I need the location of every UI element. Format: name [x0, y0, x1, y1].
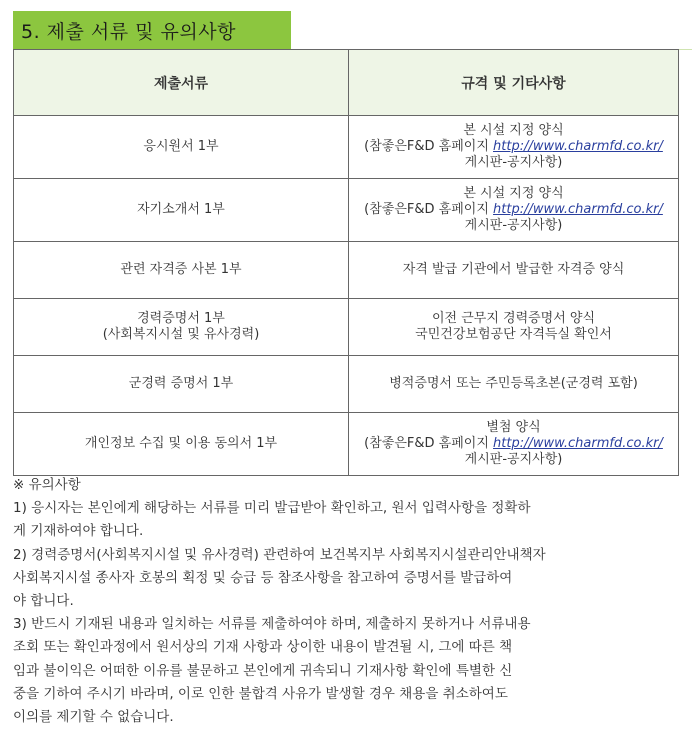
spec-line	[349, 139, 678, 155]
spec-line: 이전 근무지 경력증명서 양식	[431, 311, 596, 326]
document-note: (사회복지시설 및 유사경력)	[102, 327, 260, 342]
homepage-link[interactable]: http://www.charmfd.co.kr/	[493, 436, 663, 451]
homepage-link[interactable]: http://www.charmfd.co.kr/	[493, 139, 663, 154]
table-row	[14, 356, 679, 413]
document-name: 자기소개서 1부	[137, 202, 225, 217]
spec-line: 게시판-공지사항)	[464, 155, 563, 170]
spec-line: 본 시설 지정 양식	[463, 186, 564, 201]
spec-prefix: (참좋은F&D 홈페이지	[364, 202, 494, 217]
spec-line	[349, 202, 678, 218]
spec-prefix: (참좋은F&D 홈페이지	[364, 436, 494, 451]
documents-table	[13, 49, 679, 476]
spec-cell	[349, 356, 679, 413]
notes-line: 3) 반드시 기재된 내용과 일치하는 서류를 제출하여야 하며, 제출하지 못하거나 서류내용	[13, 616, 531, 633]
document-cell	[14, 116, 349, 179]
spec-prefix: (참좋은F&D 홈페이지	[364, 139, 494, 154]
table-header-row	[14, 50, 679, 116]
spec-line: 국민건강보험공단 자격득실 확인서	[415, 327, 612, 342]
spec-line: 게시판-공지사항)	[464, 452, 563, 467]
notes-line: 게 기재하여야 합니다.	[13, 523, 144, 540]
spec-line: 본 시설 지정 양식	[463, 123, 564, 138]
table-row	[14, 242, 679, 299]
spec-cell	[349, 413, 679, 476]
spec-line: 게시판-공지사항)	[464, 218, 563, 233]
notes-line: 임과 불이익은 어떠한 이유를 불문하고 본인에게 귀속되니 기재사항 확인에 특별한 신	[13, 662, 513, 679]
spec-line: 병적증명서 또는 주민등록초본(군경력 포함)	[389, 376, 638, 391]
document-cell	[14, 413, 349, 476]
document-cell	[14, 179, 349, 242]
spec-cell	[349, 242, 679, 299]
notes-line: 1) 응시자는 본인에게 해당하는 서류를 미리 발급받아 확인하고, 원서 입력사항을 정확하	[13, 500, 531, 517]
section-title: 5. 제출 서류 및 유의사항	[21, 20, 236, 43]
section-header	[13, 11, 291, 49]
spec-cell	[349, 299, 679, 356]
spec-cell	[349, 179, 679, 242]
spec-line	[349, 436, 678, 452]
document-name: 군경력 증명서 1부	[128, 376, 234, 391]
spec-line: 별첨 양식	[486, 420, 541, 435]
table-row	[14, 116, 679, 179]
spec-line: 자격 발급 기관에서 발급한 자격증 양식	[402, 262, 625, 277]
notes-line: 2) 경력증명서(사회복지시설 및 유사경력) 관련하여 보건복지부 사회복지시설관리안내책자	[13, 546, 546, 563]
document-name: 개인정보 수집 및 이용 동의서 1부	[84, 436, 278, 451]
notes-line: 사회복지시설 종사자 호봉의 획정 및 승급 등 참조사항을 참고하여 증명서를 발급하여	[13, 569, 513, 586]
spec-cell	[349, 116, 679, 179]
notes-heading: ※ 유의사항	[13, 477, 81, 493]
document-name: 관련 자격증 사본 1부	[120, 262, 242, 277]
table-row	[14, 413, 679, 476]
notes-line: 야 합니다.	[13, 593, 74, 610]
column-header-documents: 제출서류	[14, 50, 349, 116]
notes-line: 조회 또는 확인과정에서 원서상의 기재 사항과 상이한 내용이 발견될 시, 그에 따른 책	[13, 639, 513, 656]
table-row	[14, 179, 679, 242]
table-row	[14, 299, 679, 356]
notes-line: 이의를 제기할 수 없습니다.	[13, 709, 174, 726]
homepage-link[interactable]: http://www.charmfd.co.kr/	[493, 202, 663, 217]
document-name: 경력증명서 1부	[137, 311, 225, 326]
column-header-spec: 규격 및 기타사항	[349, 50, 679, 116]
document-cell	[14, 299, 349, 356]
notes-line: 중을 기하여 주시기 바라며, 이로 인한 불합격 사유가 발생할 경우 채용을 취소하여도	[13, 685, 508, 702]
notes-section	[13, 474, 653, 729]
document-name: 응시원서 1부	[143, 139, 219, 154]
document-cell	[14, 242, 349, 299]
document-cell	[14, 356, 349, 413]
